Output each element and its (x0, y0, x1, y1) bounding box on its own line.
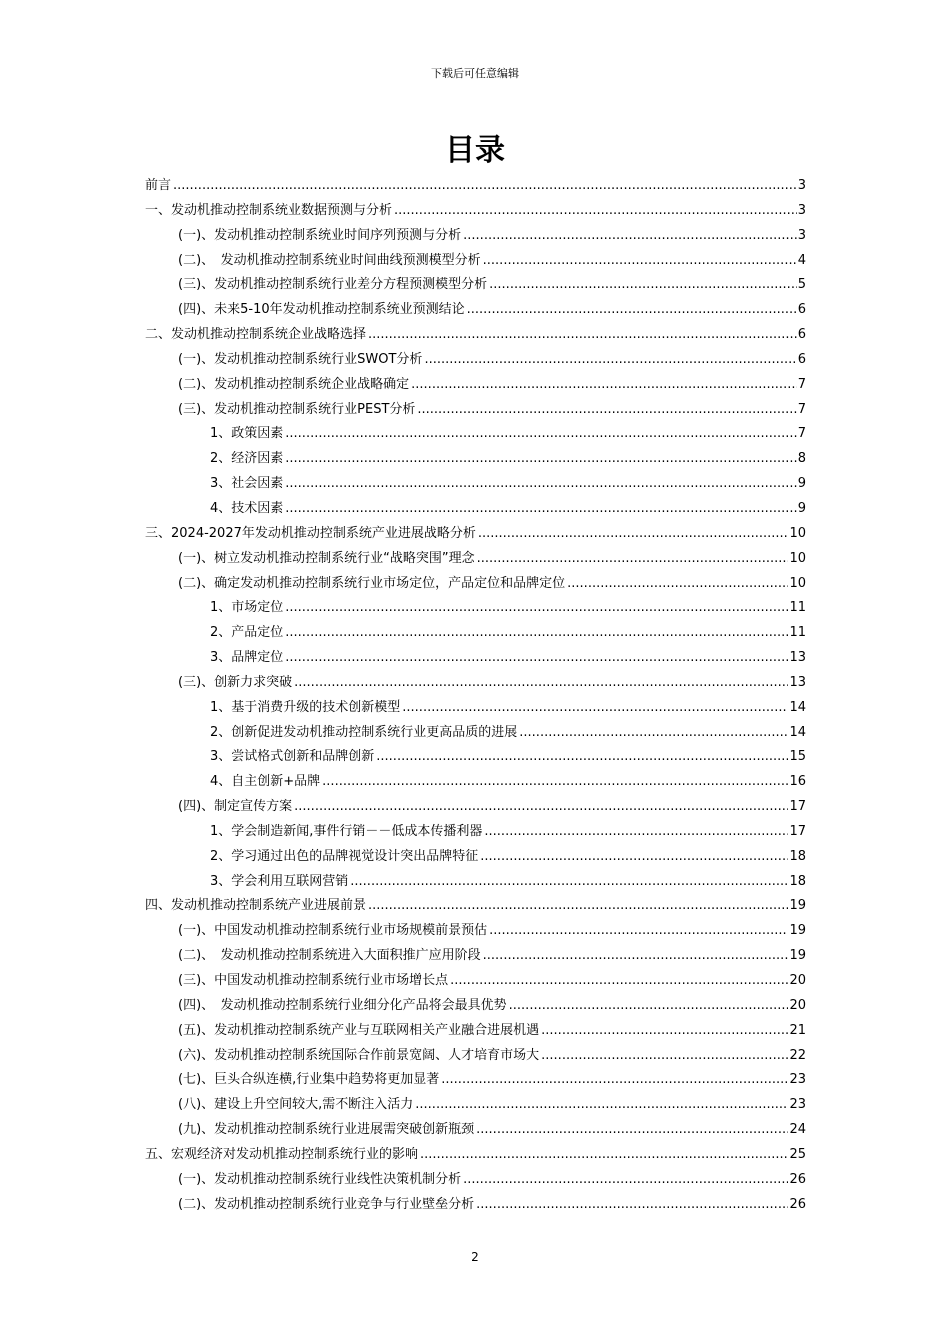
toc-dot-leader (463, 224, 797, 249)
toc-entry[interactable] (145, 547, 806, 572)
toc-dot-leader (394, 199, 797, 224)
toc-dot-leader (368, 323, 797, 348)
toc-entry-text: 三、2024-2027年发动机推动控制系统产业进展战略分析 (145, 525, 476, 541)
toc-entry[interactable] (145, 845, 806, 870)
toc-entry-page: 10 (789, 575, 806, 591)
toc-dot-leader (294, 795, 788, 820)
toc-entry-text: 3、学会利用互联网营销 (210, 873, 349, 889)
toc-entry-page: 14 (789, 724, 806, 740)
toc-entry-text: (八)、建设上升空间较大,需不断注入活力 (178, 1097, 414, 1113)
toc-entry-page: 20 (789, 973, 806, 988)
toc-entry[interactable] (145, 1118, 806, 1143)
toc-entry-page: 17 (789, 799, 806, 815)
toc-entry-text: (二)、 发动机推动控制系统进入大面积推广应用阶段 (178, 948, 481, 964)
toc-dot-leader (519, 721, 788, 746)
toc-entry-page: 13 (789, 650, 806, 666)
toc-entry-page: 10 (789, 525, 806, 541)
toc-entry-text: 1、市场定位 (210, 600, 284, 616)
toc-entry-page: 5 (797, 277, 806, 293)
toc-dot-leader (417, 398, 796, 423)
toc-entry[interactable] (145, 174, 806, 199)
toc-entry[interactable] (145, 199, 806, 224)
toc-entry[interactable] (145, 1143, 806, 1168)
toc-entry[interactable] (145, 1193, 806, 1218)
toc-entry[interactable] (145, 323, 806, 348)
toc-entry[interactable] (145, 422, 806, 447)
toc-entry-text: (四)、 发动机推动控制系统行业细分化产品将会最具优势 (178, 997, 507, 1013)
toc-entry-text: (九)、发动机推动控制系统行业进展需突破创新瓶颈 (178, 1122, 475, 1138)
toc-entry-page: 19 (789, 923, 806, 939)
toc-entry[interactable] (145, 994, 806, 1019)
toc-entry[interactable] (145, 373, 806, 398)
toc-entry-page: 6 (797, 302, 806, 318)
toc-dot-leader (477, 547, 789, 572)
toc-entry-text: 2、经济因素 (210, 451, 284, 467)
toc-dot-leader (450, 969, 788, 994)
toc-title: 目录 (445, 133, 505, 168)
toc-entry[interactable] (145, 894, 806, 919)
toc-dot-leader (350, 870, 788, 895)
toc-dot-leader (478, 522, 789, 547)
toc-dot-leader (285, 447, 796, 472)
toc-dot-leader (415, 1093, 788, 1118)
toc-entry[interactable] (145, 472, 806, 497)
toc-entry[interactable] (145, 1019, 806, 1044)
toc-entry-text: (三)、发动机推动控制系统行业PEST分析 (178, 401, 416, 417)
toc-entry[interactable] (145, 224, 806, 249)
toc-entry[interactable] (145, 298, 806, 323)
toc-entry-page: 24 (789, 1122, 806, 1138)
toc-entry-text: (四)、制定宣传方案 (178, 799, 293, 815)
toc-entry-page: 18 (789, 848, 806, 864)
toc-entry-text: 2、产品定位 (210, 625, 284, 641)
toc-entry-text: 3、尝试格式创新和品牌创新 (210, 749, 375, 765)
toc-entry-text: (一)、中国发动机推动控制系统行业市场规模前景预估 (178, 923, 488, 939)
toc-entry-page: 7 (797, 426, 806, 442)
toc-entry-page: 3 (797, 227, 806, 243)
toc-entry[interactable] (145, 770, 806, 795)
toc-dot-leader (285, 596, 788, 621)
toc-dot-leader (541, 1044, 788, 1069)
toc-entry[interactable] (145, 646, 806, 671)
toc-entry-text: 二、发动机推动控制系统企业战略选择 (145, 327, 367, 343)
toc-dot-leader (411, 373, 797, 398)
toc-entry[interactable] (145, 621, 806, 646)
toc-entry[interactable] (145, 944, 806, 969)
toc-entry-text: 一、发动机推动控制系统业数据预测与分析 (145, 202, 393, 218)
toc-entry-page: 23 (789, 1072, 806, 1088)
toc-entry-text: (三)、发动机推动控制系统行业差分方程预测模型分析 (178, 277, 488, 293)
toc-dot-leader (541, 1019, 788, 1044)
toc-entry[interactable] (145, 870, 806, 895)
toc-entry-page: 4 (797, 252, 806, 268)
toc-entry[interactable] (145, 1068, 806, 1093)
toc-entry[interactable] (145, 820, 806, 845)
toc-entry-text: (六)、发动机推动控制系统国际合作前景宽阔、人才培育市场大 (178, 1047, 540, 1063)
toc-entry-page: 13 (789, 674, 806, 690)
toc-entry-text: 2、创新促进发动机推动控制系统行业更高品质的进展 (210, 724, 518, 740)
toc-entry-page: 18 (789, 873, 806, 889)
toc-entry-page: 23 (789, 1097, 806, 1113)
toc-entry-text: 3、品牌定位 (210, 650, 284, 666)
toc-dot-leader (567, 572, 788, 597)
toc-dot-leader (483, 249, 797, 274)
toc-dot-leader (467, 298, 797, 323)
toc-entry[interactable] (145, 671, 806, 696)
toc-entry-text: (七)、巨头合纵连横,行业集中趋势将更加显著 (178, 1072, 440, 1088)
toc-entry-page: 3 (797, 178, 806, 193)
toc-dot-leader (424, 348, 796, 373)
toc-entry[interactable] (145, 447, 806, 472)
toc-entry-text: (五)、发动机推动控制系统产业与互联网相关产业融合进展机遇 (178, 1022, 540, 1038)
toc-entry-page: 11 (789, 600, 806, 616)
toc-dot-leader (476, 1193, 788, 1218)
toc-dot-leader (368, 894, 788, 919)
toc-entry[interactable] (145, 273, 806, 298)
toc-entry-page: 22 (789, 1047, 806, 1063)
toc-entry[interactable] (145, 398, 806, 423)
toc-dot-leader (402, 696, 788, 721)
toc-entry[interactable] (145, 596, 806, 621)
toc-entry-text: 4、技术因素 (210, 500, 284, 516)
toc-dot-leader (376, 745, 788, 770)
toc-dot-leader (285, 472, 796, 497)
toc-entry[interactable] (145, 919, 806, 944)
toc-entry-page: 17 (789, 823, 806, 839)
toc-entry-text: (一)、发动机推动控制系统业时间序列预测与分析 (178, 227, 462, 243)
table-of-contents (145, 174, 806, 1217)
toc-entry-page: 19 (789, 948, 806, 964)
toc-entry-text: (四)、未来5-10年发动机推动控制系统业预测结论 (178, 302, 465, 318)
toc-entry-page: 11 (789, 625, 806, 641)
toc-entry-page: 14 (789, 699, 806, 715)
toc-entry-text: 1、学会制造新闻,事件行销－－低成本传播利器 (210, 823, 483, 839)
toc-dot-leader (489, 919, 788, 944)
toc-dot-leader (285, 621, 788, 646)
toc-entry[interactable] (145, 497, 806, 522)
toc-entry[interactable] (145, 696, 806, 721)
toc-entry-page: 8 (797, 451, 806, 467)
toc-entry-text: (二)、 发动机推动控制系统业时间曲线预测模型分析 (178, 252, 481, 268)
toc-dot-leader (509, 994, 789, 1019)
toc-entry-text: (一)、发动机推动控制系统行业SWOT分析 (178, 351, 423, 367)
toc-dot-leader (322, 770, 788, 795)
toc-entry-text: (二)、确定发动机推动控制系统行业市场定位，产品定位和品牌定位 (178, 575, 566, 591)
toc-entry-page: 9 (797, 476, 806, 492)
toc-entry-text: 五、宏观经济对发动机推动控制系统行业的影响 (145, 1146, 419, 1162)
toc-entry-page: 7 (797, 401, 806, 417)
toc-entry[interactable] (145, 522, 806, 547)
toc-dot-leader (483, 944, 789, 969)
toc-dot-leader (420, 1143, 788, 1168)
toc-entry-text: 2、学习通过出色的品牌视觉设计突出品牌特征 (210, 848, 479, 864)
toc-entry-page: 6 (797, 351, 806, 367)
toc-entry[interactable] (145, 1044, 806, 1069)
toc-entry-page: 19 (789, 898, 806, 914)
toc-entry[interactable] (145, 969, 806, 994)
toc-entry-page: 20 (789, 997, 806, 1013)
toc-dot-leader (489, 273, 797, 298)
toc-dot-leader (463, 1168, 788, 1193)
toc-dot-leader (484, 820, 788, 845)
toc-entry-text: (三)、创新力求突破 (178, 674, 293, 690)
toc-entry-page: 21 (789, 1022, 806, 1038)
toc-entry-text: (二)、发动机推动控制系统企业战略确定 (178, 376, 410, 392)
toc-dot-leader (285, 497, 796, 522)
toc-entry-text: 1、政策因素 (210, 426, 284, 442)
toc-entry-text: 3、社会因素 (210, 476, 284, 492)
toc-entry-text: (三)、中国发动机推动控制系统行业市场增长点 (178, 973, 449, 988)
page-number: 2 (471, 1250, 479, 1264)
toc-entry-page: 15 (789, 749, 806, 765)
toc-entry[interactable] (145, 249, 806, 274)
toc-entry[interactable] (145, 745, 806, 770)
toc-entry-page: 3 (797, 202, 806, 218)
toc-entry[interactable] (145, 1093, 806, 1118)
toc-entry-page: 26 (789, 1196, 806, 1212)
toc-entry-page: 6 (797, 327, 806, 343)
toc-entry-text: (一)、树立发动机推动控制系统行业“战略突围”理念 (178, 550, 475, 566)
toc-entry[interactable] (145, 1168, 806, 1193)
toc-entry-page: 26 (789, 1171, 806, 1187)
toc-entry[interactable] (145, 348, 806, 373)
toc-entry-page: 10 (789, 550, 806, 566)
toc-dot-leader (285, 422, 796, 447)
toc-entry-text: 1、基于消费升级的技术创新模型 (210, 699, 401, 715)
toc-dot-leader (285, 646, 788, 671)
toc-dot-leader (476, 1118, 788, 1143)
toc-entry-page: 9 (797, 500, 806, 516)
toc-entry[interactable] (145, 795, 806, 820)
toc-entry[interactable] (145, 721, 806, 746)
toc-entry-text: 前言 (145, 178, 172, 193)
toc-entry-text: 4、自主创新+品牌 (210, 774, 321, 790)
toc-entry-text: 四、发动机推动控制系统产业进展前景 (145, 898, 367, 914)
toc-entry-page: 16 (789, 774, 806, 790)
toc-dot-leader (173, 174, 797, 199)
toc-dot-leader (294, 671, 788, 696)
toc-entry-text: (一)、发动机推动控制系统行业线性决策机制分析 (178, 1171, 462, 1187)
toc-entry-page: 25 (789, 1146, 806, 1162)
toc-entry-page: 7 (797, 376, 806, 392)
toc-entry-text: (二)、发动机推动控制系统行业竞争与行业壁垒分析 (178, 1196, 475, 1212)
toc-dot-leader (441, 1068, 788, 1093)
toc-dot-leader (480, 845, 788, 870)
header-note: 下载后可任意编辑 (431, 67, 519, 80)
toc-entry[interactable] (145, 572, 806, 597)
